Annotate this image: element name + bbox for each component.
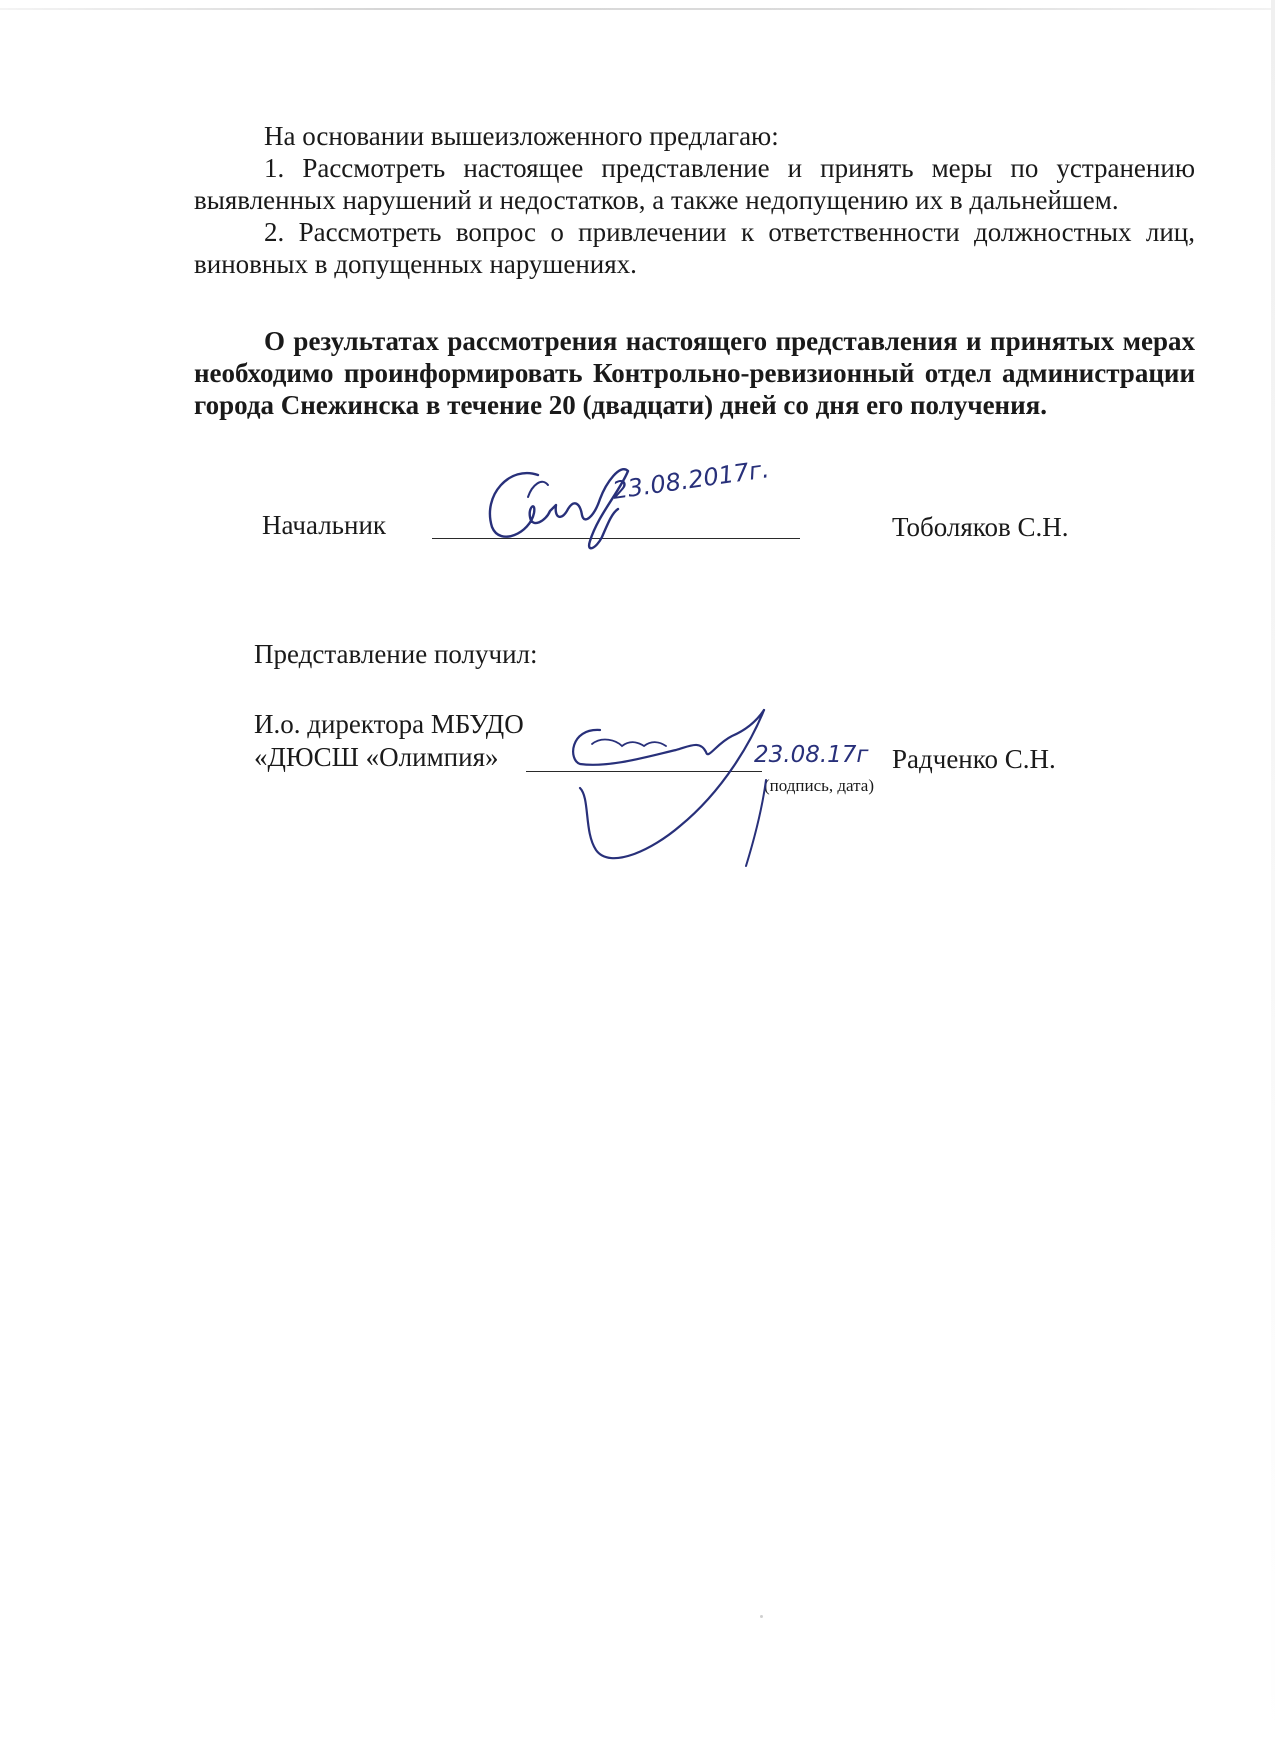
receipt-caption: (подпись, дата) xyxy=(764,776,875,795)
proposal-intro: На основании вышеизложенного предлагаю: xyxy=(264,121,779,151)
receipt-signature-date: 23.08.17г xyxy=(754,742,869,768)
receipt-position-line2: «ДЮСШ «Олимпия» xyxy=(254,742,499,772)
scan-right-edge xyxy=(1271,0,1275,1750)
proposal-item-1: 1. Рассмотреть настоящее представление и принять меры по устранению выявленных нарушений и недостатков, а также недопущению их в дальнейшем. xyxy=(194,153,1195,215)
scan-speck xyxy=(760,1615,763,1618)
proposal-block xyxy=(194,120,1195,280)
notice-paragraph: О результатах рассмотрения настоящего представления и принятых мерах необходимо проинформировать Контрольно-ревизионный отдел администрации города Снежинска в течение 20 (двадцати) дней со дня его получения. xyxy=(194,326,1195,420)
receipt-position-line1: И.о. директора МБУДО xyxy=(254,709,524,739)
head-name: Тоболяков С.Н. xyxy=(892,512,1069,542)
receipt-name: Радченко С.Н. xyxy=(892,744,1056,774)
proposal-item-2: 2. Рассмотреть вопрос о привлечении к ответственности должностных лиц, виновных в допущенных нарушениях. xyxy=(194,217,1195,279)
head-signature-line xyxy=(432,538,800,539)
receipt-signature-line xyxy=(526,771,762,772)
head-signature-date: 23.08.2017г. xyxy=(610,455,771,505)
head-title: Начальник xyxy=(262,510,387,540)
receipt-heading: Представление получил: xyxy=(254,639,538,669)
scan-top-edge xyxy=(0,8,1275,10)
receipt-signature-icon xyxy=(540,700,800,880)
notice-block xyxy=(194,325,1195,421)
